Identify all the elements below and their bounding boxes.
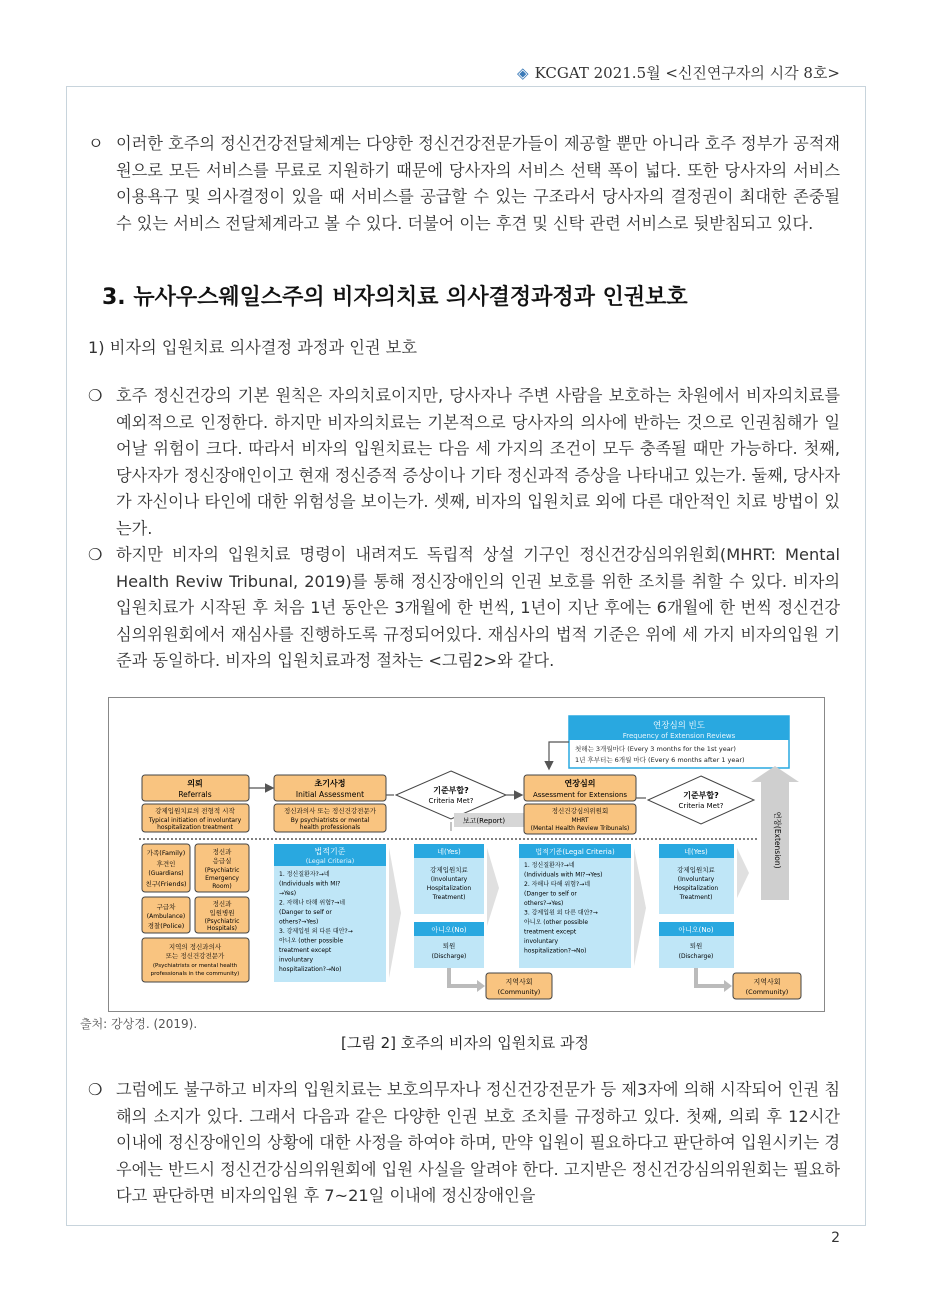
legal-criteria-line: treatment except: [279, 947, 332, 954]
legal-criteria-line: hospitalization?→No): [524, 947, 587, 955]
page-number: 2: [831, 1230, 840, 1246]
legal-criteria-line: hospitalization?→No): [279, 966, 342, 973]
referrals-en: Referrals: [178, 790, 212, 799]
dis1-1: 퇴원: [442, 942, 456, 950]
diamond-icon: ◈: [517, 64, 529, 82]
legal-criteria-line: →Yes): [279, 890, 297, 897]
page-header: [517, 62, 840, 83]
extension-en: Assessment for Extensions: [532, 791, 628, 799]
report-label: 보고(Report): [462, 817, 506, 825]
figure-2-diagram: [108, 697, 825, 1012]
yes1-label: 네(Yes): [437, 848, 461, 856]
comm2-2: (Community): [745, 988, 789, 996]
extension-ko: 연장심의: [564, 779, 596, 788]
hosp-label-4: Hospitals): [207, 925, 237, 932]
legal-criteria-line: others?→Yes): [279, 918, 319, 926]
freq-line-2: 1년 후부터는 6개월 마다 (Every 6 months after 1 year): [575, 756, 745, 764]
per-label-2: 응급실: [212, 857, 232, 865]
hosp-label-2: 입원병원: [209, 909, 235, 917]
ambulance-en-label: (Ambulance): [146, 913, 186, 920]
ambulance-label: 구급차: [156, 903, 176, 911]
guardian-en-label: (Guardians): [148, 870, 184, 877]
treat1-2: (Involuntary: [430, 876, 468, 883]
paragraph-3: [88, 542, 840, 675]
freq-title-en: Frequency of Extension Reviews: [622, 732, 736, 740]
per-label-4: Emergency: [205, 875, 239, 882]
extension-assessment-box: [524, 775, 636, 834]
per-label-3: (Psychiatric: [204, 867, 240, 874]
community-box-1: [486, 973, 552, 999]
extension-label: 연장(Extension): [773, 811, 782, 869]
freq-line-1: 첫해는 3개월마다 (Every 3 months for the 1st year): [575, 745, 736, 753]
no2-label: 아니오(No): [678, 926, 714, 934]
criteria1-en: Criteria Met?: [428, 797, 474, 805]
criteria-diamond-2: [648, 776, 754, 824]
paragraph-text: 그럼에도 불구하고 비자의 입원치료는 보호의무자나 정신건강전문가 등 제3자에 의해 시작되어 인권 침해의 소지가 있다. 그래서 다음과 같은 다양한 인권 보호 조치를 규정하고 있다. 첫째, 의뢰 후 12시간 이내에 정신장애인의 상황에 대한 사정을 하여야 하며, 만약 입원이 필요하다고 판단하여 입원시키는 경우에는 반드시 정신건강심의위원회에 입원 사실을 알려야 한다. 고지받은 정신건강심의위원회는 필요하다고 판단하면 비자의입원 후 7~21일 이내에 정신장애인을: [116, 1080, 840, 1205]
section-title: 3. 뉴사우스웨일스주의 비자의치료 의사결정과정과 인권보호: [102, 285, 688, 310]
family-label: 가족(Family): [146, 849, 186, 857]
treat2-1: 강제입원치료: [677, 866, 715, 874]
legal-criteria-line: 아니오 (other possible: [524, 919, 589, 926]
referrals-sub-en1: Typical initiation of involuntary: [148, 817, 242, 824]
paragraph-text: 하지만 비자의 입원치료 명령이 내려져도 독립적 상설 기구인 정신건강심의위원회(MHRT: Mental Health Reviw Tribunal, 2019)를 통해 정신장애인의 인권 보호를 위한 조치를 취할 수 있다. 비자의 입원치료가 시작된 후 처음 1년 동안은 3개월에 한 번씩, 1년이 지난 후에는 6개월에 한 번씩 정신건강심의위원회에서 재심사를 진행하도록 규정되어있다. 재심사의 법적 기준은 위에 세 가지 비자의입원 기준과 동일하다. 비자의 입원치료과정 절차는 <그림2>와 같다.: [116, 545, 840, 670]
paragraph-2: [88, 383, 840, 542]
bullet-icon: ❍: [88, 1080, 103, 1099]
legal-criteria-line: involuntary: [279, 956, 314, 964]
referrals-ko: 의뢰: [187, 779, 203, 788]
legal-criteria-line: (Danger to self or: [279, 909, 332, 916]
treat2-4: Treatment): [679, 894, 713, 901]
bullet-icon: ㅇ: [88, 134, 104, 153]
freq-title-ko: 연장심의 빈도: [653, 721, 705, 731]
legal-criteria-line: (Individuals with MI?→Yes): [524, 871, 603, 879]
extension-sub-ko: 정신건강심의위원회: [551, 807, 609, 815]
paragraph-4: [88, 1077, 840, 1210]
legal-criteria-line: 1. 정신질환자?→네: [524, 862, 575, 869]
legal-criteria-line: 1. 정신질환자?→네: [279, 871, 330, 878]
yes-no-column-2: [659, 844, 734, 968]
initial-en: Initial Assessment: [295, 790, 365, 799]
figure-caption: [그림 2] 호주의 비자의 입원치료 과정: [341, 1034, 589, 1052]
legal-criteria-line: (Danger to self or: [524, 890, 577, 898]
legal-criteria-line: 아니오 (other possible: [279, 937, 344, 945]
referrals-sub-en2: hospitalization treatment: [157, 824, 233, 831]
legal-criteria-line: (Individuals with MI?: [279, 880, 341, 888]
referral-sources: [142, 844, 249, 982]
comm-pros-1: 지역의 정신과의사: [168, 943, 222, 951]
initial-sub-en2: health professionals: [299, 824, 361, 831]
treat2-3: Hospitalization: [673, 885, 719, 892]
referrals-sub-ko: 강제입원치료의 전형적 시작: [155, 807, 235, 815]
bullet-icon: ❍: [88, 545, 103, 564]
legal-criteria-line: involuntary: [524, 938, 559, 945]
criteria1-ko: 기준부합?: [433, 786, 469, 795]
community-box-2: [733, 973, 801, 999]
yes-no-column-1: [414, 844, 484, 968]
treat1-3: Hospitalization: [426, 885, 472, 892]
treat2-2: (Involuntary: [677, 876, 715, 883]
subsection-title: 1) 비자의 입원치료 의사결정 과정과 인권 보호: [88, 338, 417, 357]
initial-assessment-box: [274, 775, 386, 832]
legal-criteria-2: [519, 844, 631, 968]
comm1-2: (Community): [497, 988, 541, 996]
criteria-diamond-1: [396, 771, 506, 819]
initial-sub-en1: By psychiatrists or mental: [290, 817, 370, 824]
figure-source: 출처: 강상경. (2019).: [80, 1017, 198, 1031]
comm-pros-3: (Psychiatrists or mental health: [152, 963, 238, 969]
comm-pros-4: professionals in the community): [150, 971, 240, 977]
criteria2-en: Criteria Met?: [678, 802, 724, 810]
referrals-box: [142, 775, 249, 832]
hosp-label-3: (Psychiatric: [204, 918, 240, 925]
paragraph-1: [88, 131, 840, 237]
guardian-label: 후견인: [156, 860, 176, 868]
dis2-1: 퇴원: [689, 942, 703, 950]
treat1-1: 강제입원치료: [430, 866, 468, 874]
legal-criteria-1: [274, 844, 386, 982]
per-label-1: 정신과: [212, 848, 232, 856]
police-label: 경찰(Police): [147, 922, 185, 930]
legal-criteria-line: 3. 강제입원 외 다른 대안?→: [524, 909, 598, 917]
comm-pros-2: 또는 정신건강전문가: [165, 952, 225, 960]
dis2-2: (Discharge): [678, 953, 714, 960]
initial-sub-ko: 정신과의사 또는 정신건강전문가: [283, 807, 377, 815]
treat1-4: Treatment): [432, 894, 466, 901]
flowchart: [109, 698, 824, 1011]
legal-criteria-line: 3. 강제입원 외 다른 대안?→: [279, 928, 353, 935]
comm1-1: 지역사회: [505, 978, 533, 986]
hosp-label-1: 정신과: [212, 900, 232, 908]
legal-criteria-line: 2. 자해나 타해 위험?→네: [279, 899, 346, 907]
friends-label: 친구(Friends): [145, 880, 187, 888]
initial-ko: 초기사정: [314, 779, 346, 788]
yes2-label: 네(Yes): [684, 848, 708, 856]
per-label-5: Room): [212, 883, 232, 890]
legal1-title-en: (Legal Criteria): [305, 857, 355, 865]
legal-criteria-line: 2. 자해나 타해 위험?→네: [524, 881, 591, 888]
comm2-1: 지역사회: [753, 978, 781, 986]
legal2-title: 법적기준(Legal Criteria): [535, 848, 615, 856]
criteria2-ko: 기준부합?: [683, 791, 719, 800]
extension-sub-en2: (Mental Health Review Tribunals): [530, 825, 630, 832]
legal-criteria-line: treatment except: [524, 928, 577, 936]
paragraph-text: 이러한 호주의 정신건강전달체계는 다양한 정신건강전문가들이 제공할 뿐만 아니라 호주 정부가 공적재원으로 모든 서비스를 무료로 지원하기 때문에 당사자의 서비스 선택 폭이 넓다. 또한 당사자의 서비스 이용욕구 및 의사결정이 있을 때 서비스를 공급할 수 있는 구조라서 당사자의 결정권이 최대한 존중될 수 있는 서비스 전달체계라고 볼 수 있다. 더불어 이는 후견 및 신탁 관련 서비스로 뒷받침되고 있다.: [116, 134, 840, 233]
legal-criteria-line: others?→Yes): [524, 900, 564, 907]
dis1-2: (Discharge): [431, 953, 467, 960]
extension-sub-en1: MHRT: [571, 817, 589, 824]
extension-arrow: [751, 766, 799, 900]
legal1-title: 법적기준: [314, 847, 346, 856]
frequency-box: [569, 716, 789, 768]
header-text: KCGAT 2021.5월 <신진연구자의 시각 8호>: [534, 64, 840, 82]
paragraph-text: 호주 정신건강의 기본 원칙은 자의치료이지만, 당사자나 주변 사람을 보호하는 차원에서 비자의치료를 예외적으로 인정한다. 하지만 비자의치료는 기본적으로 당사자의 의사에 반하는 것으로 인권침해가 일어날 위험이 크다. 따라서 비자의 입원치료는 다음 세 가지의 조건이 모두 충족될 때만 가능하다. 첫째, 당사자가 정신장애인이고 현재 정신증적 증상이나 기타 정신과적 증상을 나타내고 있는가. 둘째, 당사자가 자신이나 타인에 대한 위험성을 보이는가. 셋째, 비자의 입원치료 외에 다른 대안적인 치료 방법이 있는가.: [116, 386, 840, 538]
bullet-icon: ❍: [88, 386, 103, 405]
no1-label: 아니오(No): [431, 926, 467, 934]
